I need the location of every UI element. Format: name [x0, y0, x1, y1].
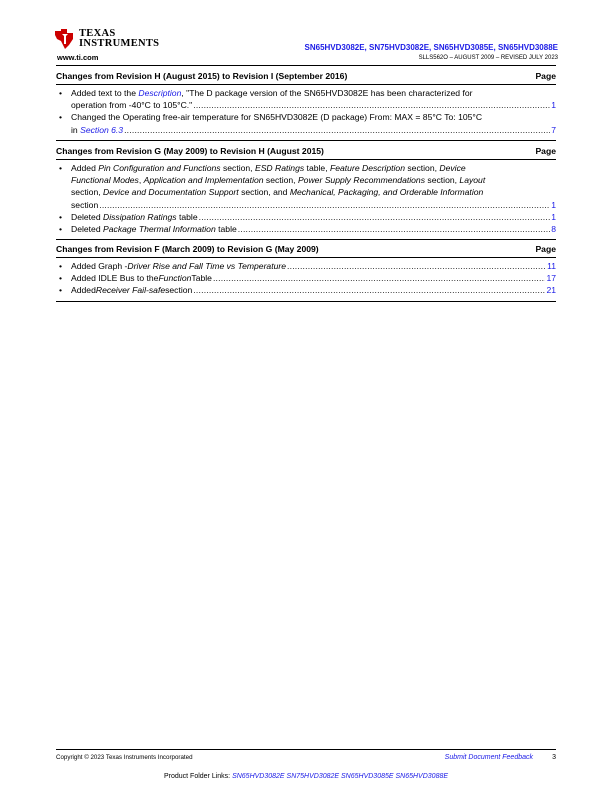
- header-rule: [56, 65, 556, 66]
- bullet: •: [59, 224, 63, 235]
- page-column-label: Page: [535, 71, 556, 81]
- description-link[interactable]: Description: [138, 88, 182, 98]
- section-title: Changes from Revision F (March 2009) to Revision G (May 2009): [56, 244, 319, 254]
- page-link[interactable]: 21: [546, 285, 556, 296]
- revision-section-g-to-h: [56, 145, 556, 240]
- list-item: • Deleted Dissipation Ratings table ..... 1: [56, 211, 556, 223]
- part-numbers-header[interactable]: SN65HVD3082E, SN75HVD3082E, SN65HVD3085E, SN65HVD3088E: [304, 43, 558, 52]
- bullet: •: [59, 163, 63, 173]
- list-item: • Added text to the Description, "The D package version of the SN65HVD3082E has been characterized for operation from -40°C to 105°C." ..... 1: [56, 87, 556, 111]
- folder-links[interactable]: SN65HVD3082E SN75HVD3082E SN65HVD3085E SN65HVD3088E: [232, 773, 449, 780]
- revision-section-f-to-g: [56, 243, 556, 302]
- bullet: •: [59, 273, 63, 284]
- list-item: • Deleted Package Thermal Information table ..... 8: [56, 223, 556, 235]
- document-id: SLLS562O – AUGUST 2009 – REVISED JULY 2023: [418, 55, 558, 61]
- list-item: • Added Pin Configuration and Functions section, ESD Ratings table, Feature Description section, Device Functional Modes, Application and Implementation section, Power Supply Recommendations section, Layout section, Device and Documentation Support section, and Mechanical, Packaging, and Orderable Information section ..... 1: [56, 162, 556, 211]
- bullet: •: [59, 88, 63, 98]
- page-link[interactable]: 11: [547, 261, 556, 271]
- bullet: •: [59, 285, 63, 296]
- list-item: • Added Graph - Driver Rise and Fall Time vs Temperature ..... 11: [56, 260, 556, 272]
- section-title: Changes from Revision G (May 2009) to Revision H (August 2015): [56, 146, 324, 156]
- page-link[interactable]: 7: [551, 124, 556, 135]
- page-column-label: Page: [535, 146, 556, 156]
- brand-name: TEXAS INSTRUMENTS: [79, 28, 160, 49]
- page-link[interactable]: 1: [551, 199, 556, 210]
- page-link[interactable]: 1: [551, 100, 556, 111]
- revision-section-h-to-i: [56, 70, 556, 141]
- site-url[interactable]: www.ti.com: [57, 53, 99, 62]
- list-item: • Changed the Operating free-air temperature for SN65HVD3082E (D package) From: MAX = 85°C To: 105°C in Section 6.3 ..... 7: [56, 111, 556, 135]
- list-item: • Added Receiver Fail-safe section ..... 21: [56, 284, 556, 296]
- copyright: Copyright © 2023 Texas Instruments Incorporated: [56, 754, 193, 761]
- page-number: 3: [552, 754, 556, 761]
- bullet: •: [59, 112, 63, 123]
- page-link[interactable]: 17: [546, 273, 556, 284]
- page-link[interactable]: 1: [551, 211, 556, 222]
- submit-feedback-link[interactable]: Submit Document Feedback: [444, 754, 533, 761]
- page-column-label: Page: [535, 244, 556, 254]
- section-link[interactable]: Section 6.3: [80, 124, 124, 135]
- bullet: •: [59, 261, 63, 271]
- section-title: Changes from Revision H (August 2015) to Revision I (September 2016): [56, 71, 348, 81]
- bullet: •: [59, 211, 63, 222]
- product-folder-links: Product Folder Links: SN65HVD3082E SN75HVD3082E SN65HVD3085E SN65HVD3088E: [163, 773, 449, 780]
- list-item: • Added IDLE Bus to the Function Table ..... 17: [56, 272, 556, 284]
- footer-rule: [56, 749, 556, 750]
- page-link[interactable]: 8: [551, 224, 556, 235]
